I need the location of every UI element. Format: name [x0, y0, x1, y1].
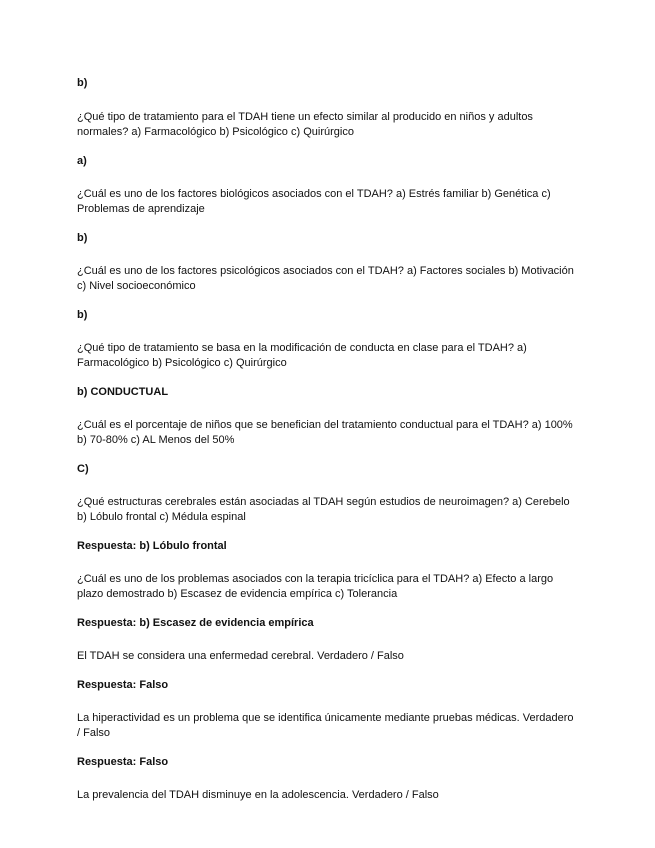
answer-text: b) CONDUCTUAL [77, 386, 169, 398]
answer-text: b) [77, 77, 88, 89]
question-text: ¿Qué estructuras cerebrales están asociadas al TDAH según estudios de neuroimagen? a) Cerebelo b) Lóbulo frontal c) Médula espinal [77, 496, 570, 523]
question-text: La hiperactividad es un problema que se identifica únicamente mediante pruebas médicas. Verdadero / Falso [77, 712, 574, 739]
question-text: ¿Qué tipo de tratamiento se basa en la modificación de conducta en clase para el TDAH? a) Farmacológico b) Psicológico c) Quirúrgico [77, 342, 527, 369]
answer-text: b) [77, 309, 88, 321]
answer-text: b) [77, 232, 88, 244]
question-text: ¿Cuál es el porcentaje de niños que se benefician del tratamiento conductual para el TDAH? a) 100% b) 70-80% c) AL Menos del 50% [77, 419, 573, 446]
question-text: El TDAH se considera una enfermedad cerebral. Verdadero / Falso [77, 650, 404, 662]
question-text: ¿Cuál es uno de los factores biológicos asociados con el TDAH? a) Estrés familiar b) Genética c) Problemas de aprendizaje [77, 188, 551, 215]
answer-text: Respuesta: b) Escasez de evidencia empírica [77, 617, 314, 629]
answer-text: Respuesta: Falso [77, 679, 169, 691]
question-text: La prevalencia del TDAH disminuye en la adolescencia. Verdadero / Falso [77, 789, 439, 801]
question-text: ¿Qué tipo de tratamiento para el TDAH tiene un efecto similar al producido en niños y adultos normales? a) Farmacológico b) Psicológico c) Quirúrgico [77, 111, 533, 138]
answer-text: C) [77, 463, 89, 475]
question-text: ¿Cuál es uno de los problemas asociados con la terapia tricíclica para el TDAH? a) Efecto a largo plazo demostrado b) Escasez de evidencia empírica c) Tolerancia [77, 573, 554, 600]
answer-text: Respuesta: Falso [77, 756, 169, 768]
answer-text: a) [77, 155, 87, 167]
answer-text: Respuesta: b) Lóbulo frontal [77, 540, 227, 552]
question-text: ¿Cuál es uno de los factores psicológicos asociados con el TDAH? a) Factores sociales b) Motivación c) Nivel socioeconómico [77, 265, 574, 292]
